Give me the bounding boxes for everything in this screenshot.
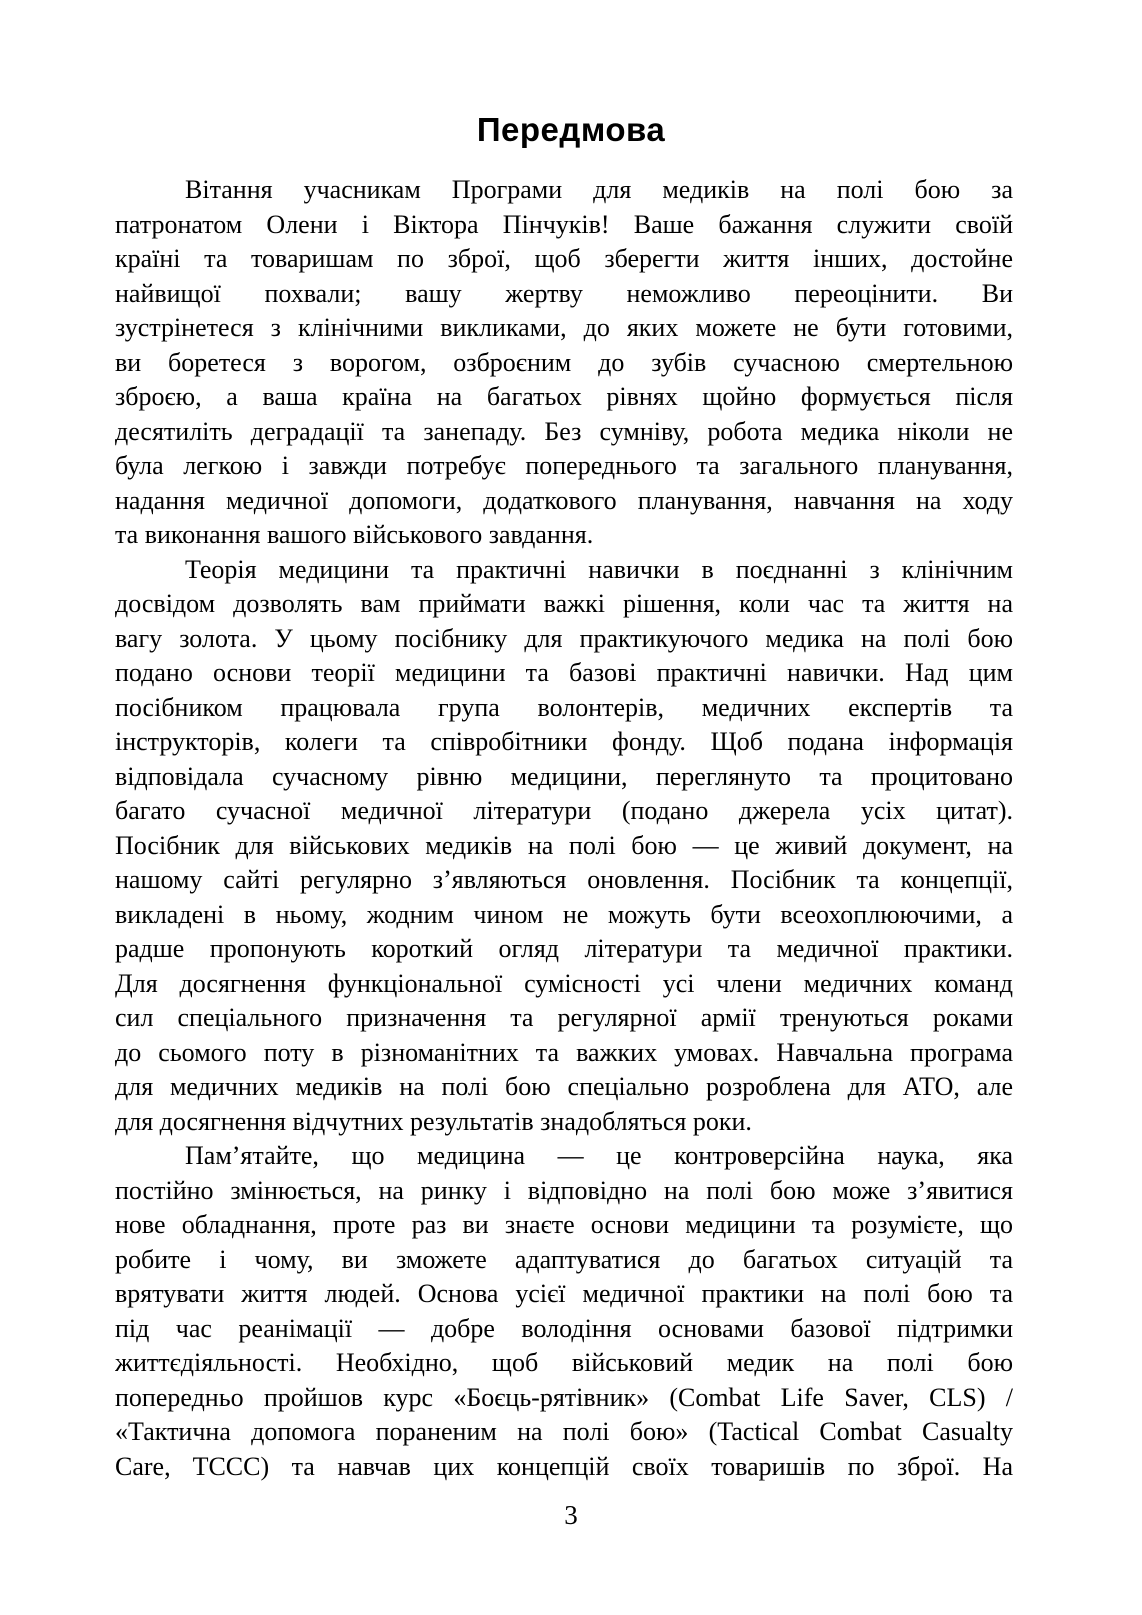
text-line: попередньо пройшов курс «Боєць-рятівник» (Combat Life Saver, CLS) /	[115, 1382, 1013, 1412]
text-line: Посібник для військових медиків на полі бою — це живий документ, на	[115, 830, 1013, 860]
text-line: робите і чому, ви зможете адаптуватися до багатьох ситуацій та	[115, 1244, 1013, 1274]
text-line: ви боретеся з ворогом, озброєним до зубів сучасною смертельною	[115, 347, 1013, 377]
page-title: Передмова	[476, 111, 666, 148]
text-line: Теорія медицини та практичні навички в поєднанні з клінічним	[185, 554, 1013, 584]
text-line: вагу золота. У цьому посібнику для практикуючого медика на полі бою	[115, 623, 1013, 653]
text-line: врятувати життя людей. Основа усієї медичної практики на полі бою та	[115, 1279, 1013, 1308]
text-line: нове обладнання, проте раз ви знаєте основи медицини та розумієте, що	[115, 1210, 1013, 1239]
text-line: до сьомого поту в різноманітних та важких умовах. Навчальна програма	[115, 1037, 1013, 1067]
text-line: «Тактична допомога пораненим на полі бою» (Tactical Combat Casualty	[115, 1417, 1013, 1446]
text-line: була легкою і завжди потребує попереднього та загального планування,	[115, 451, 1013, 480]
text-line: посібником працювала група волонтерів, медичних експертів та	[115, 692, 1013, 722]
text-line: нашому сайті регулярно з’являються оновлення. Посібник та концепції,	[115, 865, 1013, 894]
text-line: інструкторів, колеги та співробітники фонду. Щоб подана інформація	[115, 727, 1013, 756]
text-line: патронатом Олени і Віктора Пінчуків! Ваше бажання служити своїй	[115, 209, 1013, 239]
text-line: подано основи теорії медицини та базові практичні навички. Над цим	[115, 658, 1013, 687]
text-line: досвідом дозволять вам приймати важкі рішення, коли час та життя на	[115, 589, 1013, 618]
text-line: Пам’ятайте, що медицина — це контроверсійна наука, яка	[185, 1141, 1013, 1170]
text-line: відповідала сучасному рівню медицини, переглянуто та процитовано	[115, 761, 1013, 791]
preface-content	[115, 173, 1013, 1484]
text-line: життєдіяльності. Необхідно, щоб військовий медик на полі бою	[115, 1348, 1013, 1377]
text-line: постійно змінюється, на ринку і відповідно на полі бою може з’явитися	[115, 1175, 1013, 1205]
text-line: викладені в ньому, жодним чином не можуть бути всеохоплюючими, а	[115, 899, 1013, 929]
text-line: зустрінетеся з клінічними викликами, до яких можете не бути готовими,	[115, 313, 1013, 342]
text-line: Вітання учасникам Програми для медиків на полі бою за	[185, 175, 1013, 204]
paragraph	[115, 173, 1013, 553]
text-line: країні та товаришам по зброї, щоб зберегти життя інших, достойне	[115, 244, 1013, 273]
text-line: десятиліть деградації та занепаду. Без сумніву, робота медика ніколи не	[115, 416, 1013, 446]
text-line: найвищої похвали; вашу жертву неможливо переоцінити. Ви	[115, 278, 1013, 308]
text-line: Для досягнення функціональної сумісності усі члени медичних команд	[115, 968, 1013, 998]
page-number: 3	[564, 1500, 578, 1530]
text-line: надання медичної допомоги, додаткового планування, навчання на ходу	[115, 485, 1013, 515]
text-line: під час реанімації — добре володіння основами базової підтримки	[115, 1313, 1013, 1343]
text-line: для досягнення відчутних результатів знадобляться роки.	[115, 1106, 752, 1136]
text-line: Care, TCCC) та навчав цих концепцій своїх товаришів по зброї. На	[115, 1451, 1013, 1481]
text-line: для медичних медиків на полі бою спеціально розроблена для АТО, але	[115, 1072, 1013, 1101]
text-line: багато сучасної медичної літератури (подано джерела усіх цитат).	[115, 796, 1013, 825]
text-line: сил спеціального призначення та регулярної армії тренуються роками	[115, 1003, 1013, 1032]
text-line: радше пропонують короткий огляд літератури та медичної практики.	[115, 934, 1013, 963]
text-line: зброєю, а ваша країна на багатьох рівнях щойно формується після	[115, 382, 1013, 411]
paragraph	[115, 553, 1013, 1140]
text-line: та виконання вашого військового завдання.	[115, 520, 594, 549]
paragraph	[115, 1139, 1013, 1484]
